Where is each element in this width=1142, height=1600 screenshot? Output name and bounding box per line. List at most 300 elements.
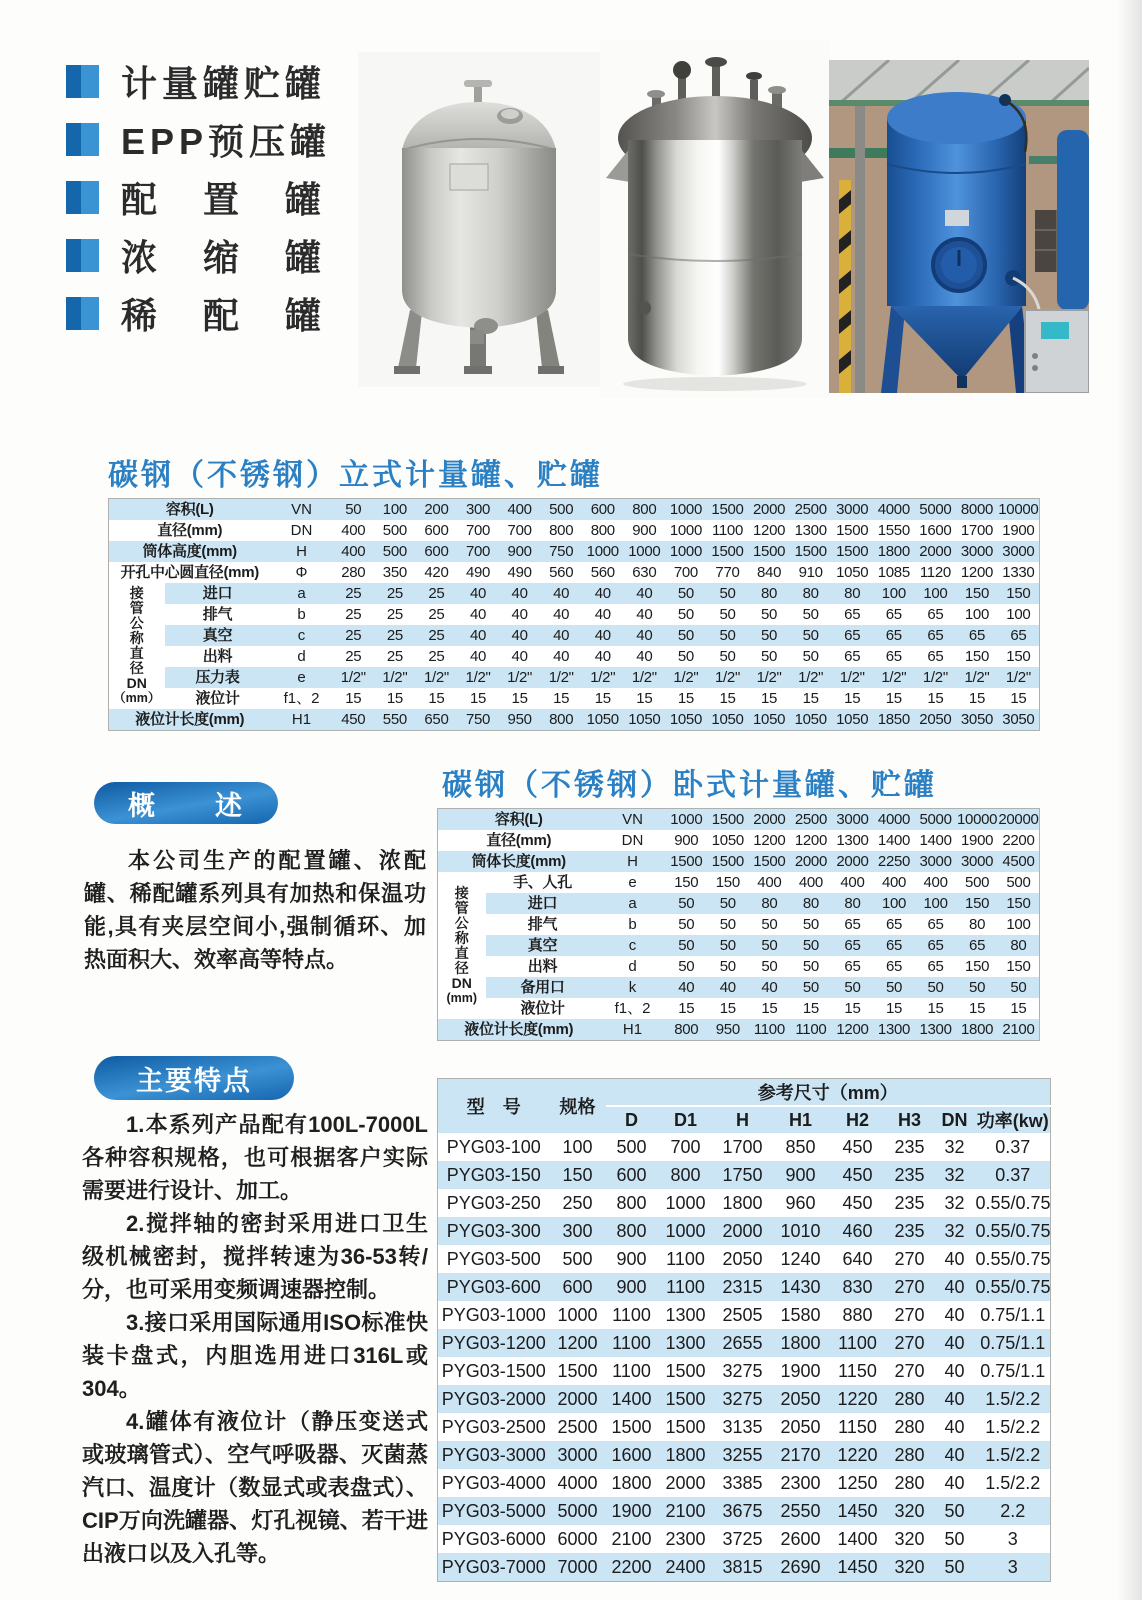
model-value: 0.37 [995, 1137, 1031, 1157]
dim-column-header: H [714, 1106, 772, 1133]
spec-value: 1200 [753, 832, 786, 849]
spec-value: 1500 [711, 543, 744, 560]
product-item-label: 计量罐贮罐 [121, 62, 327, 104]
spec-value: 65 [844, 958, 861, 975]
spec-value: 770 [715, 564, 740, 581]
spec-value: 15 [636, 690, 653, 707]
spec-value: 400 [923, 874, 948, 891]
spec-value: 40 [469, 648, 487, 665]
spec-value: 50 [677, 585, 694, 602]
row-label: 备用口 [520, 979, 565, 996]
model-value: 1220 [837, 1445, 878, 1465]
spec-value: 400 [881, 874, 907, 891]
spec-value: 1500 [670, 853, 703, 870]
spec-value: 150 [964, 648, 990, 665]
model-value: 2170 [780, 1445, 821, 1465]
spec-value: 15 [594, 690, 611, 707]
model-value: 2690 [780, 1557, 821, 1577]
overview-copy [84, 844, 426, 976]
spec-value: 1/2" [507, 669, 533, 686]
model-number: PYG03-150 [446, 1165, 541, 1185]
model-value: 1800 [780, 1333, 821, 1353]
model-value: 3385 [722, 1473, 763, 1493]
row-symbol: e [297, 669, 306, 686]
row-symbol: f1、2 [614, 1000, 651, 1017]
spec-value: 50 [678, 958, 695, 975]
model-value: 1900 [780, 1361, 821, 1381]
row-label: 进口 [527, 895, 558, 912]
model-value: 1500 [665, 1389, 706, 1409]
spec-value: 1900 [1002, 522, 1035, 539]
spec-value: 1050 [669, 711, 702, 728]
spec-value: 1/2" [673, 669, 699, 686]
spec-value: 5000 [919, 501, 952, 518]
model-value: 40 [944, 1305, 965, 1325]
model-value: 850 [785, 1137, 816, 1157]
spec-value: 550 [382, 711, 407, 728]
spec-value: 1/2" [881, 669, 907, 686]
spec-value: 25 [345, 606, 362, 623]
model-value: 2000 [557, 1389, 598, 1409]
spec-value: 80 [761, 585, 778, 602]
spec-value: 5000 [919, 811, 952, 828]
spec-value: 1500 [753, 853, 786, 870]
spec-value: 50 [761, 648, 778, 665]
spec-value: 50 [719, 937, 736, 954]
spec-value: 150 [674, 874, 699, 891]
model-spec-table [437, 1078, 1050, 1582]
model-value: 2000 [722, 1221, 763, 1241]
spec-value: 15 [802, 690, 819, 707]
row-label: 真空 [202, 627, 233, 644]
spec-value: 1/2" [964, 669, 990, 686]
spec-value: 1120 [919, 564, 951, 581]
model-number: PYG03-250 [446, 1193, 541, 1213]
spec-value: 65 [1010, 627, 1027, 644]
model-row [438, 1441, 1051, 1469]
model-row [438, 1385, 1051, 1413]
spec-value: 2000 [752, 501, 786, 518]
row-symbol: VN [291, 501, 312, 518]
spec-value: 700 [465, 522, 491, 539]
row-symbol: b [297, 606, 306, 623]
model-row [438, 1189, 1051, 1217]
spec-value: 80 [1010, 937, 1027, 954]
spec-value: 650 [424, 711, 449, 728]
model-row [438, 1161, 1051, 1189]
pipe-group-label: 接 管 公 称 直 径 DN （mm） [109, 583, 165, 709]
model-value: 2500 [557, 1417, 598, 1437]
spec-value: 40 [553, 627, 570, 644]
spec-value: 1050 [794, 711, 827, 728]
square-bullet-icon [66, 297, 99, 330]
row-symbol: e [628, 874, 637, 891]
model-value: 500 [562, 1249, 593, 1269]
model-row [438, 1329, 1051, 1357]
model-value: 5000 [557, 1501, 598, 1521]
spec-value: 1300 [877, 1021, 911, 1038]
model-number: PYG03-500 [446, 1249, 541, 1269]
model-value: 1450 [837, 1501, 878, 1521]
spec-value: 40 [594, 606, 611, 623]
spec-row [109, 562, 1040, 583]
spec-value: 1/2" [382, 669, 408, 686]
spec-value: 1100 [795, 1021, 827, 1038]
spec-value: 50 [719, 585, 736, 602]
spec-value: 150 [965, 958, 990, 975]
spec-value: 50 [802, 979, 819, 996]
model-value: 2400 [665, 1557, 706, 1577]
spec-row [109, 625, 1040, 646]
spec-value: 15 [511, 690, 528, 707]
model-value: 235 [894, 1137, 925, 1157]
spec-value: 1200 [794, 832, 827, 849]
model-value: 3 [1007, 1529, 1018, 1549]
model-number: PYG03-300 [446, 1221, 541, 1241]
model-value: 32 [944, 1165, 965, 1185]
spec-row [109, 541, 1040, 562]
spec-value: 4000 [877, 811, 911, 828]
spec-value: 40 [553, 585, 570, 602]
model-value: 300 [562, 1221, 593, 1241]
spec-value: 630 [632, 564, 657, 581]
spec-row [438, 851, 1040, 872]
row-symbol: b [628, 916, 637, 933]
spec-value: 65 [885, 937, 903, 954]
row-label: 容积(L) [494, 811, 543, 828]
spec-value: 1050 [836, 711, 869, 728]
model-value: 3000 [557, 1445, 598, 1465]
model-row [438, 1469, 1051, 1497]
spec-value: 1200 [960, 564, 994, 581]
model-value: 50 [944, 1557, 965, 1577]
model-value: 2050 [722, 1249, 763, 1269]
row-symbol: Φ [295, 564, 308, 581]
model-value: 1100 [612, 1305, 651, 1325]
spec-value: 65 [927, 916, 944, 933]
spec-value: 100 [964, 606, 990, 623]
spec-value: 50 [802, 958, 819, 975]
model-row [438, 1553, 1051, 1582]
spec-value: 700 [465, 543, 491, 560]
row-symbol: H1 [622, 1021, 643, 1038]
spec-row [109, 520, 1040, 541]
spec-value: 50 [802, 937, 819, 954]
spec-value: 80 [802, 585, 819, 602]
spec-value: 40 [719, 979, 736, 996]
model-value: 3255 [722, 1445, 763, 1465]
model-value: 1300 [665, 1333, 706, 1353]
spec-value: 150 [1006, 895, 1031, 912]
spec-value: 80 [802, 895, 819, 912]
spec-row [109, 667, 1040, 688]
spec-value: 65 [927, 648, 944, 665]
spec-value: 50 [719, 916, 736, 933]
model-value: 0.37 [995, 1165, 1031, 1185]
model-value: 1300 [665, 1305, 706, 1325]
spec-value: 65 [885, 648, 902, 665]
model-value: 1100 [612, 1361, 651, 1381]
model-number: PYG03-4000 [441, 1473, 546, 1493]
spec-value: 350 [382, 564, 407, 581]
model-value: 7000 [557, 1557, 598, 1577]
dim-column-header: D1 [658, 1106, 714, 1133]
spec-value: 50 [677, 606, 694, 623]
spec-value: 40 [469, 606, 487, 623]
spec-value: 450 [341, 711, 366, 728]
dim-column-header: H2 [830, 1106, 886, 1133]
model-value: 40 [944, 1417, 965, 1437]
spec-value: 1500 [836, 522, 869, 539]
model-value: 2.2 [1000, 1501, 1026, 1521]
model-value: 1750 [722, 1165, 763, 1185]
spec-table [108, 498, 1040, 731]
row-symbol: DN [290, 522, 313, 539]
spec-value: 50 [802, 916, 819, 933]
spec-value: 80 [761, 895, 778, 912]
product-photo-vertical-tank [358, 52, 600, 387]
spec-value: 2200 [1002, 832, 1035, 849]
spec-value: 25 [345, 585, 362, 602]
spec-value: 50 [719, 627, 736, 644]
spec-value: 50 [761, 606, 778, 623]
spec-value: 15 [761, 1000, 778, 1017]
model-value: 40 [944, 1473, 965, 1493]
spec-value: 500 [549, 501, 574, 518]
spec-table [437, 808, 1040, 1041]
spec-value: 40 [636, 585, 653, 602]
model-value: 1100 [666, 1249, 705, 1269]
spec-value: 1/2" [465, 669, 491, 686]
spec-value: 1/2" [798, 669, 824, 686]
spec-value: 1050 [711, 832, 744, 849]
spec-value: 400 [507, 501, 532, 518]
model-value: 1000 [665, 1193, 706, 1213]
model-value: 235 [894, 1221, 925, 1241]
spec-value: 1/2" [1005, 669, 1031, 686]
spec-value: 65 [885, 958, 903, 975]
spec-value: 15 [386, 690, 403, 707]
spec-value: 1800 [961, 1021, 994, 1038]
spec-row [438, 935, 1040, 956]
model-number: PYG03-100 [446, 1137, 541, 1157]
spec-value: 100 [1006, 916, 1031, 933]
model-column-header: 型 号 [438, 1079, 550, 1134]
model-value: 460 [842, 1221, 873, 1241]
row-symbol: d [297, 648, 306, 665]
model-value: 2300 [665, 1529, 706, 1549]
spec-value: 1550 [877, 522, 910, 539]
product-item [66, 118, 331, 160]
spec-value: 800 [549, 711, 574, 728]
spec-value: 100 [923, 895, 948, 912]
model-row [438, 1301, 1051, 1329]
model-number: PYG03-6000 [441, 1529, 546, 1549]
spec-value: 3000 [836, 811, 869, 828]
spec-value: 1200 [836, 1021, 869, 1038]
model-value: 3675 [722, 1501, 763, 1521]
spec-value: 1400 [919, 832, 952, 849]
spec-value: 40 [511, 585, 528, 602]
model-row [438, 1133, 1051, 1161]
model-value: 0.55/0.75 [975, 1221, 1051, 1241]
spec-value: 3050 [1002, 711, 1035, 728]
spec-value: 3000 [960, 543, 994, 560]
spec-value: 40 [594, 627, 611, 644]
spec-value: 1000 [669, 501, 702, 518]
spec-value: 15 [428, 690, 445, 707]
spec-value: 50 [677, 648, 694, 665]
spec-value: 600 [590, 501, 615, 518]
model-value: 280 [894, 1445, 925, 1465]
spec-value: 2500 [794, 811, 827, 828]
model-value: 450 [842, 1137, 873, 1157]
model-row [438, 1273, 1051, 1301]
model-table [437, 1078, 1051, 1582]
model-value: 1500 [557, 1361, 598, 1381]
row-label: 液位计 [520, 1000, 565, 1017]
spec-value: 100 [382, 501, 407, 518]
spec-value: 1/2" [922, 669, 948, 686]
spec-value: 840 [757, 564, 782, 581]
row-label: 筒体高度(mm) [142, 543, 237, 560]
spec-row [438, 977, 1040, 998]
model-value: 600 [562, 1277, 593, 1297]
model-value: 1150 [838, 1417, 877, 1437]
spec-value: 15 [844, 1000, 861, 1017]
model-value: 1700 [722, 1137, 763, 1157]
model-value: 1430 [780, 1277, 821, 1297]
spec-row [109, 646, 1040, 667]
row-label: 压力表 [195, 669, 240, 686]
model-value: 0.55/0.75 [975, 1249, 1051, 1269]
spec-value: 2500 [794, 501, 827, 518]
model-value: 3275 [722, 1389, 763, 1409]
model-value: 2600 [780, 1529, 821, 1549]
model-value: 800 [616, 1221, 647, 1241]
spec-value: 1000 [669, 522, 702, 539]
row-label: 直径(mm) [486, 832, 552, 849]
model-value: 270 [894, 1333, 925, 1353]
model-value: 2315 [722, 1277, 763, 1297]
spec-value: 4500 [1002, 853, 1035, 870]
spec-value: 100 [923, 585, 948, 602]
spec-value: 65 [885, 916, 903, 933]
spec-value: 600 [424, 543, 449, 560]
model-value: 830 [842, 1277, 873, 1297]
model-value: 235 [894, 1165, 925, 1185]
model-value: 1800 [611, 1473, 652, 1493]
spec-value: 50 [844, 979, 861, 996]
row-label: 排气 [202, 606, 233, 623]
spec-value: 1085 [877, 564, 910, 581]
spec-column-header: 规格 [550, 1079, 606, 1134]
spec-value: 950 [507, 711, 532, 728]
spec-value: 50 [761, 937, 778, 954]
spec-value: 40 [761, 979, 778, 996]
row-label: 液位计长度(mm) [135, 711, 245, 728]
model-value: 32 [944, 1193, 965, 1213]
model-number: PYG03-1500 [441, 1361, 546, 1381]
model-value: 2300 [780, 1473, 821, 1493]
spec-value: 950 [715, 1021, 740, 1038]
product-item [66, 176, 326, 218]
row-label: 容积(L) [165, 501, 214, 518]
spec-row [438, 809, 1040, 831]
spec-value: 40 [511, 648, 528, 665]
square-bullet-icon [66, 181, 99, 214]
overview-title: 概 述 [128, 790, 244, 821]
spec-value: 400 [840, 874, 865, 891]
spec-value: 1500 [836, 543, 869, 560]
spec-value: 8000 [960, 501, 994, 518]
model-number: PYG03-7000 [441, 1557, 546, 1577]
model-value: 880 [842, 1305, 873, 1325]
model-value: 32 [944, 1221, 965, 1241]
spec-value: 500 [1006, 874, 1031, 891]
spec-value: 50 [885, 979, 903, 996]
dim-column-header: H1 [772, 1106, 830, 1133]
spec-value: 40 [636, 627, 653, 644]
spec-value: 1/2" [423, 669, 449, 686]
dim-column-header: 功率(kw) [976, 1106, 1051, 1133]
overview-paragraph: 本公司生产的配置罐、浓配罐、稀配罐系列具有加热和保温功能,具有夹层空间小,强制循环、加热面积大、效率高等特点。 [84, 848, 426, 972]
model-value: 2505 [722, 1305, 763, 1325]
feature-item: 1.本系列产品配有100L-7000L各种容积规格，也可根据客户实际需要进行设计、加工。 [82, 1112, 428, 1203]
spec-value: 25 [386, 585, 403, 602]
model-value: 600 [616, 1165, 647, 1185]
model-value: 900 [785, 1165, 816, 1185]
scan-edge-shadow [1116, 0, 1142, 1600]
spec-value: 2050 [919, 711, 952, 728]
product-item-label: 配 置 罐 [121, 178, 327, 220]
spec-value: 25 [428, 627, 445, 644]
spec-value: 3000 [1002, 543, 1035, 560]
model-value: 2050 [780, 1417, 821, 1437]
model-value: 320 [894, 1501, 925, 1521]
model-value: 40 [944, 1361, 965, 1381]
spec-value: 3000 [919, 853, 952, 870]
spec-value: 65 [885, 627, 902, 644]
model-value: 960 [785, 1193, 816, 1213]
model-number: PYG03-5000 [441, 1501, 546, 1521]
spec-value: 50 [719, 958, 736, 975]
model-value: 40 [944, 1277, 965, 1297]
model-value: 4000 [557, 1473, 598, 1493]
feature-item: 3.接口采用国际通用ISO标准快装卡盘式，内胆选用进口316L或304。 [82, 1310, 428, 1401]
model-row [438, 1413, 1051, 1441]
spec-value: 50 [678, 937, 695, 954]
spec-value: 65 [844, 627, 861, 644]
spec-value: 15 [1010, 1000, 1027, 1017]
row-symbol: c [628, 937, 637, 954]
model-value: 3275 [722, 1361, 763, 1381]
spec-value: 1330 [1002, 564, 1035, 581]
model-value: 0.75/1.1 [980, 1361, 1046, 1381]
row-label: 出料 [202, 648, 233, 665]
spec-value: 25 [386, 627, 403, 644]
spec-value: 25 [428, 606, 445, 623]
spec-value: 40 [553, 606, 570, 623]
row-symbol: DN [621, 832, 644, 849]
row-label: 出料 [527, 958, 558, 975]
model-value: 40 [944, 1389, 965, 1409]
spec-value: 40 [469, 585, 487, 602]
model-value: 1450 [837, 1557, 878, 1577]
row-symbol: H [627, 853, 638, 870]
spec-row [109, 709, 1040, 731]
spec-value: 40 [469, 627, 487, 644]
